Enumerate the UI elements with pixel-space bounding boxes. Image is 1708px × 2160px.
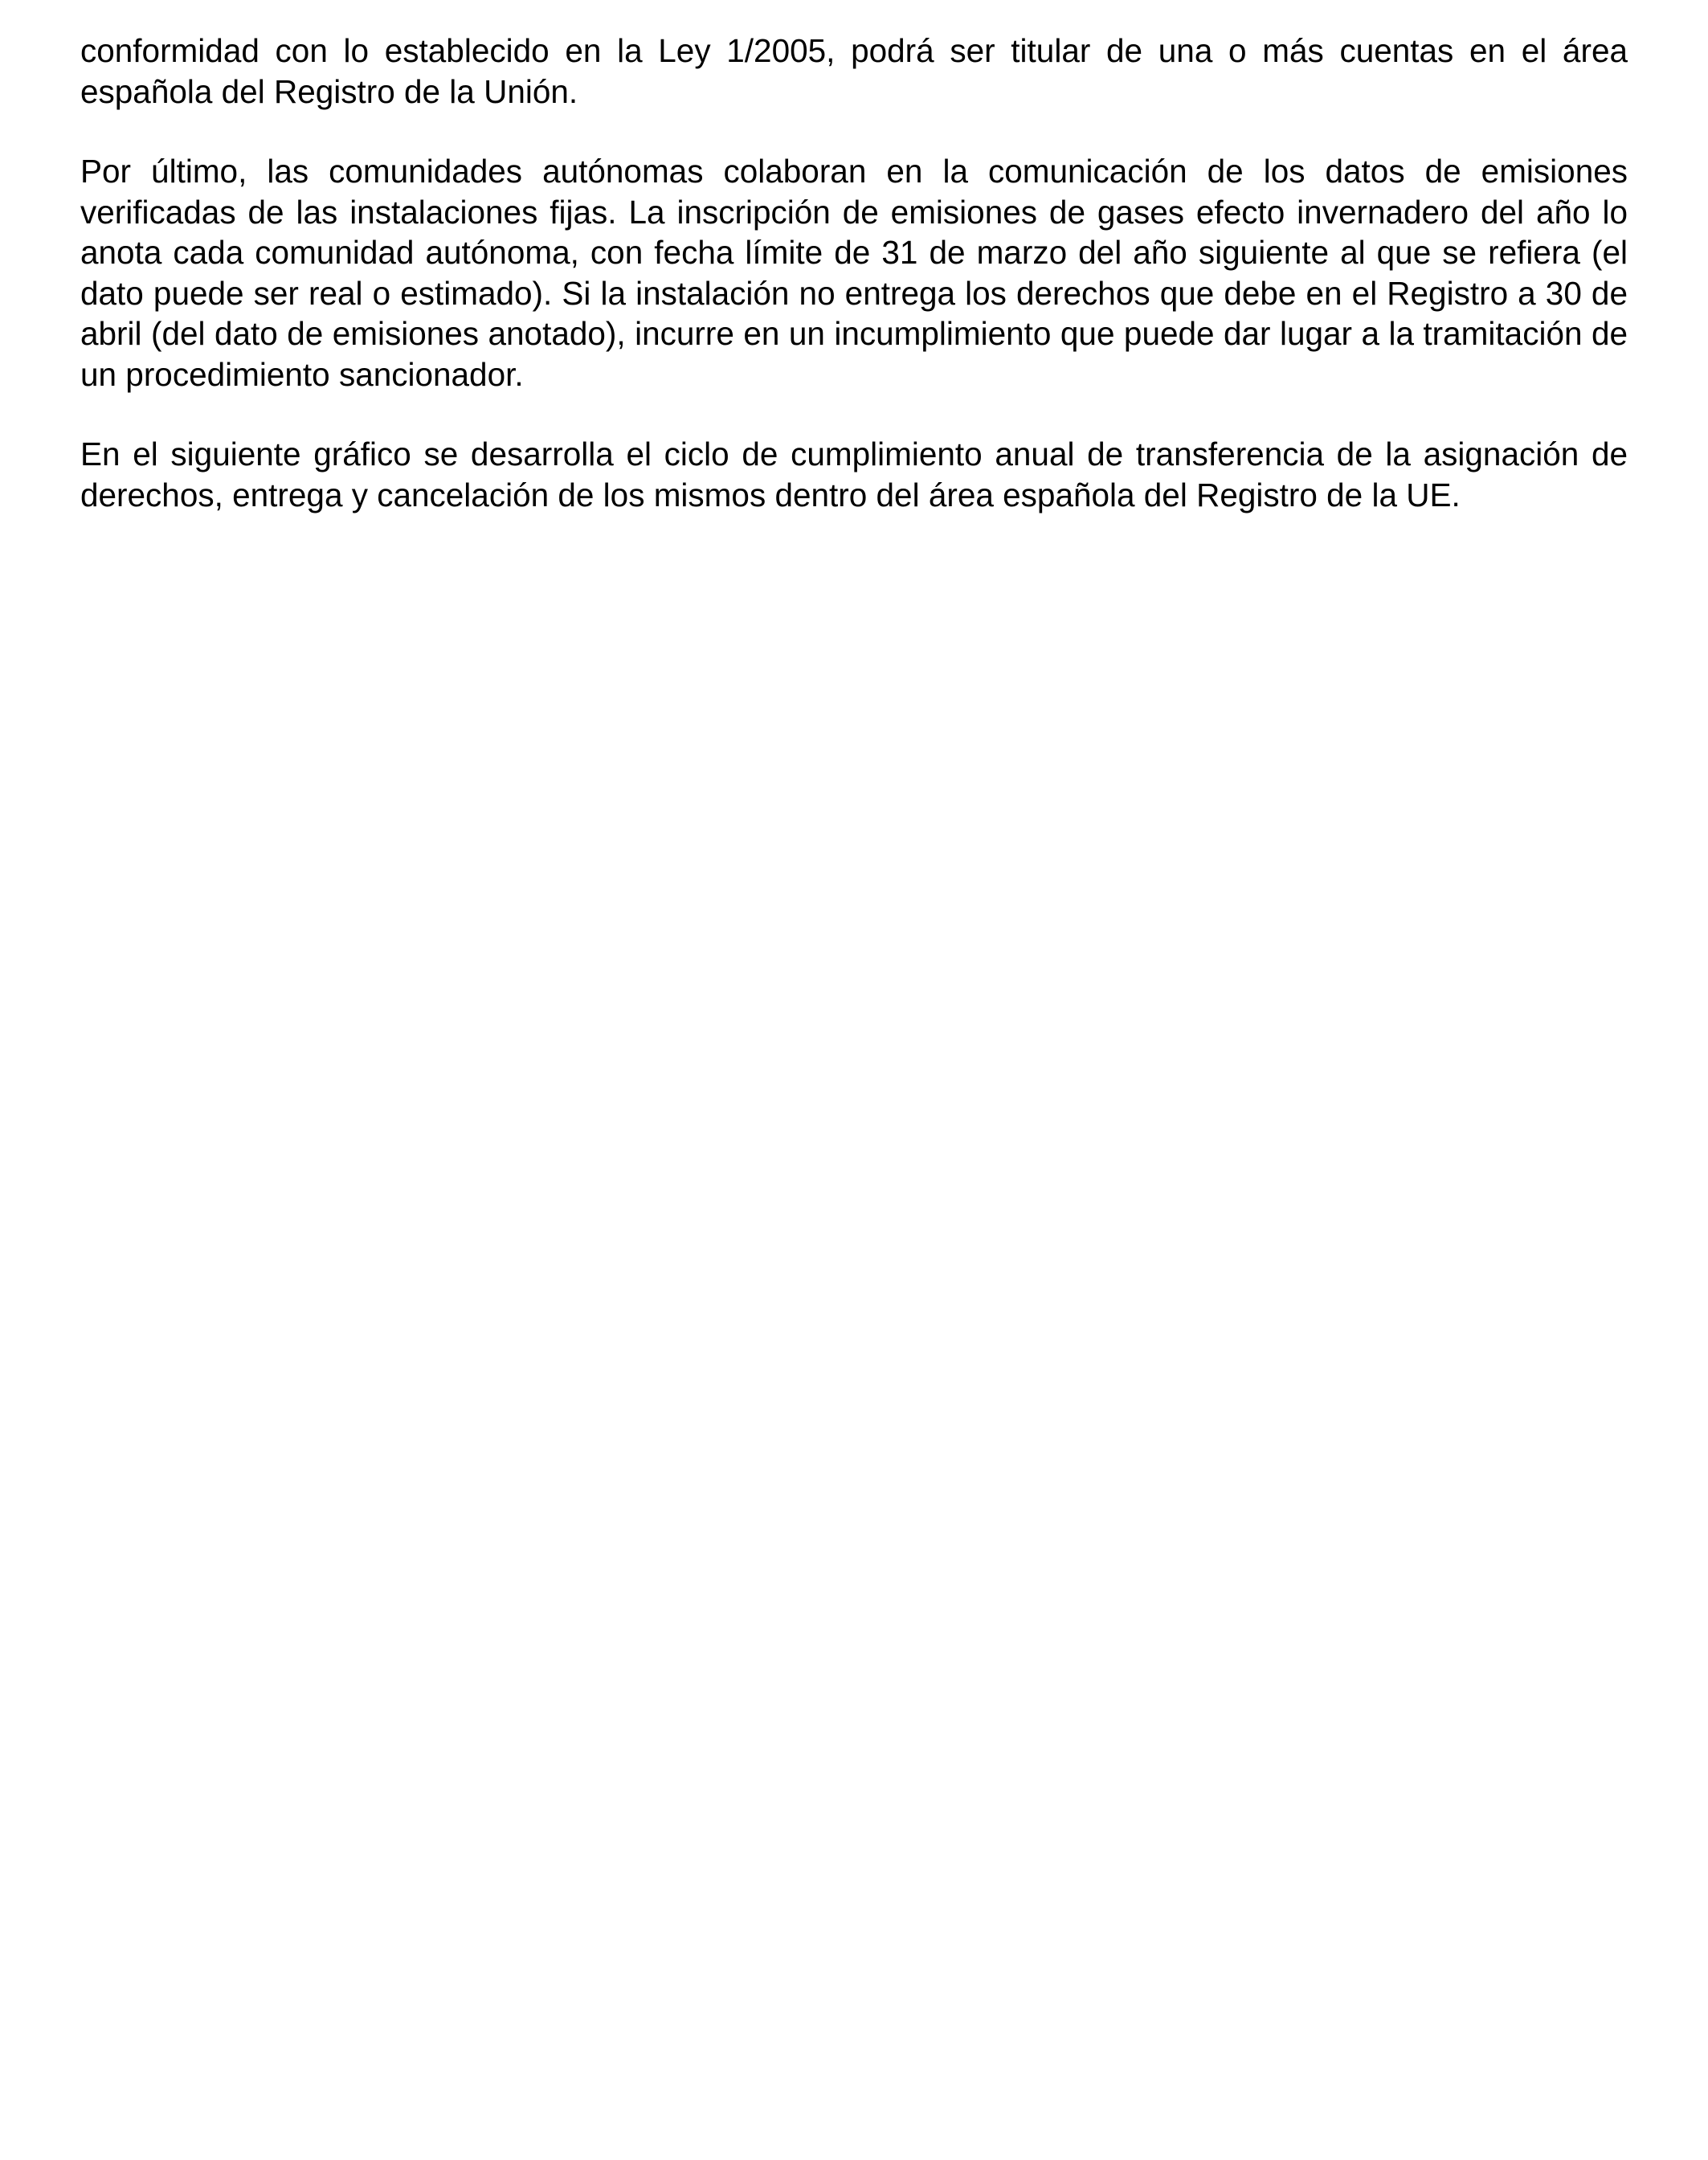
paragraph-emissions-reporting: Por último, las comunidades autónomas colaboran en la comunicación de los datos de emisiones verificadas de las instalaciones fijas. La inscripción de emisiones de gases efecto invernadero del año lo anota cada comunidad autónoma, con fecha límite de 31 de marzo del año siguiente al que se refiera (el dato puede ser real o estimado). Si la instalación no entrega los derechos que debe en el Registro a 30 de abril (del dato de emisiones anotado), incurre en un incumplimiento que puede dar lugar a la tramitación de un procedimiento sancionador. [80, 153, 1628, 393]
paragraph-registry-accounts: conformidad con lo establecido en la Ley 1/2005, podrá ser titular de una o más cuentas en el área española del Registro de la Unión. [80, 32, 1628, 110]
paragraph-compliance-cycle-intro: En el siguiente gráfico se desarrolla el ciclo de cumplimiento anual de transferencia de la asignación de derechos, entrega y cancelación de los mismos dentro del área española del Registro de la UE. [80, 436, 1628, 513]
document-page [80, 31, 1628, 554]
